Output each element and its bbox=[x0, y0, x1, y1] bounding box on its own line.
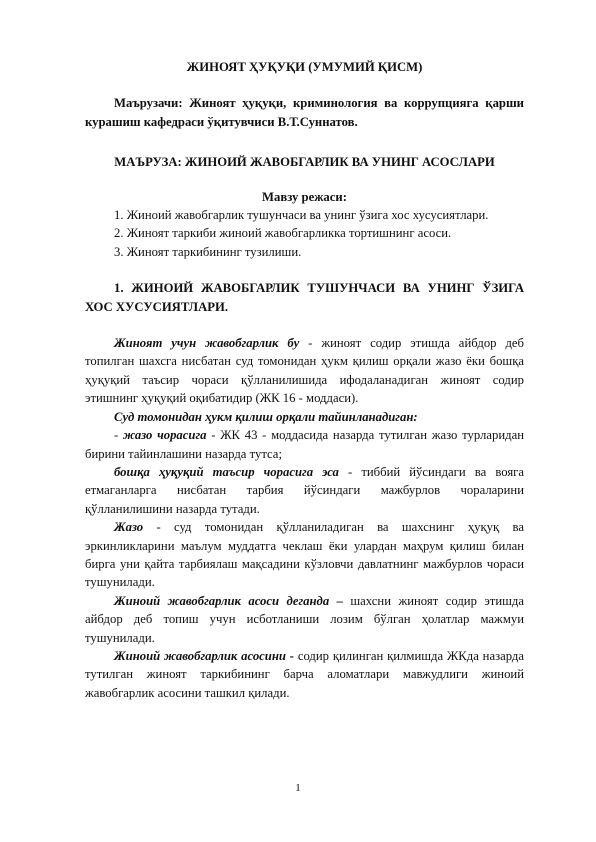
plan-item-3: 3. Жиноят таркибининг тузилиши. bbox=[114, 244, 302, 259]
paragraph-definition bbox=[85, 334, 524, 408]
paragraph-punishment-measure bbox=[85, 426, 524, 463]
section-heading: 1. ЖИНОИЙ ЖАВОБГАРЛИК ТУШУНЧАСИ ВА УНИНГ ЎЗИГА ХОС ХУСУСИЯТЛАРИ. bbox=[85, 281, 524, 314]
paragraph-other-measures-text: - тиббий йўсиндаги ва вояга етмаганларга нисбатан тарбия йўсиндаги мажбурлов чораларини қўлланилишини назарда тутади. bbox=[85, 464, 524, 516]
term-punishment: Жазо bbox=[114, 520, 144, 535]
term-punishment-measure: жазо чорасига bbox=[122, 428, 207, 443]
term-other-measures: бошқа ҳуқуқий таъсир чорасига эса bbox=[114, 464, 339, 479]
term-liability-basis: Жиноий жавобгарлик асоси деганда – bbox=[114, 593, 343, 608]
paragraph-liability-basis-text: шахсни жиноят содир этишда айбдор деб топиш учун исботланиши лозим бўлган ҳолатлар мажмуи тушунилади. bbox=[85, 593, 524, 645]
paragraph-punishment bbox=[85, 518, 524, 592]
plan-item-1: 1. Жиноий жавобгарлик тушунчаси ва унинг ўзига хос хусусиятлари. bbox=[114, 208, 489, 223]
page-number: 1 bbox=[295, 782, 301, 794]
term-liability-ground: Жиноий жавобгарлик асосини - bbox=[114, 648, 294, 663]
term-definition: Жиноят учун жавобгарлик бу bbox=[114, 336, 300, 351]
term-court-sentence: Суд томонидан ҳукм қилиш орқали тайинланадиган: bbox=[114, 409, 418, 424]
paragraph-liability-ground bbox=[85, 647, 524, 702]
lecturer-info: Маърузачи: Жиноят ҳуқуқи, криминология ва коррупцияга қарши курашиш кафедраси ўқитувчиси В.Т.Суннатов. bbox=[85, 96, 524, 129]
paragraph-liability-basis bbox=[85, 592, 524, 647]
paragraph-punishment-measure-text: - ЖК 43 - моддасида назарда тутилган жазо турларидан бирини тайинлашини назарда тутса; bbox=[85, 428, 524, 461]
paragraph-punishment-text: - суд томонидан қўлланиладиган ва шахснинг ҳуқуқ ва эркинликларини маълум муддатга чеклаш ёки улардан маҳрум қилиш билан бирга уни қайта тарбиялаш мақсадини кўзловчи давлатнинг мажбурлов чораси тушунилади. bbox=[85, 520, 524, 590]
document-title: ЖИНОЯТ ҲУҚУҚИ (УМУМИЙ ҚИСМ) bbox=[186, 60, 423, 74]
plan-heading: Мавзу режаси: bbox=[262, 189, 347, 204]
paragraph-other-measures bbox=[85, 463, 524, 518]
paragraph-liability-ground-text: содир қилинган қилмишда ЖКда назарда тутилган жиноят таркибининг барча аломатлари мавжудлиги жиноий жавобгарлик асосини ташкил қилади. bbox=[85, 648, 524, 700]
paragraph-definition-text: - жиноят содир этишда айбдор деб топилган шахсга нисбатан суд томонидан ҳукм қилиш орқали жазо ёки бошқа ҳуқуқий таъсир чораси қўлланилишида ифодаланадиган жиноят содир этишнинг ҳуқуқий оқибатидир (ЖК 16 - моддаси). bbox=[85, 336, 524, 406]
plan-item-2: 2. Жиноят таркиби жиноий жавобгарликка тортишнинг асоси. bbox=[114, 226, 452, 241]
paragraph-court-sentence bbox=[85, 408, 524, 426]
document-body bbox=[85, 58, 524, 702]
dash-prefix: - bbox=[114, 428, 123, 443]
lecture-title: МАЪРУЗА: ЖИНОИЙ ЖАВОБГАРЛИК ВА УНИНГ АСОСЛАРИ bbox=[114, 155, 495, 170]
